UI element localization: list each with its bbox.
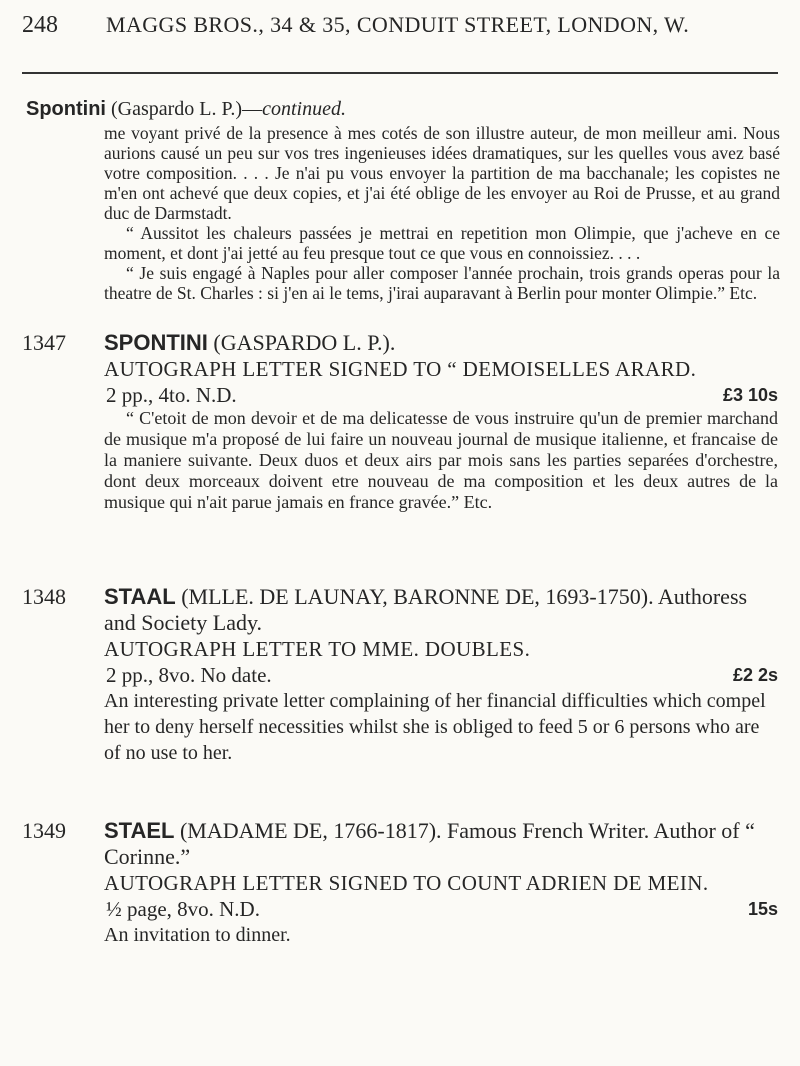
lot-number: 1349	[22, 818, 66, 843]
lot-name: SPONTINI	[104, 330, 208, 355]
lot-detail: (MADAME DE, 1766-1817). Famous French Writer. Author of “ Corinne.”	[104, 818, 755, 869]
header-rule	[22, 72, 778, 74]
lot-description: An invitation to dinner.	[104, 924, 291, 946]
letter-paragraph: me voyant privé de la presence à mes cotés de son illustre auteur, de mon meilleur ami. Nous aurions causé un peu sur vos tres ingenieuses idées dramatiques, sur les quelles vous avez basé votre composition. . . . Je n'ai pu vous envoyer la partition de ma bacchanale; les copistes ne m'en ont achevé que deux copies, et j'ai été oblige de les envoyer au Roi de Prusse, et au grand duc de Darmstadt.	[104, 123, 780, 223]
lot-format: ½ page, 8vo. N.D.	[106, 897, 260, 921]
page-number: 248	[22, 12, 58, 38]
letter-paragraph: “ Je suis engagé à Naples pour aller composer l'année prochain, trois grands operas pour la theatre de St. Charles : si j'en ai le tems, j'irai auparavant à Berlin pour monter Olimpie.” Etc.	[104, 263, 780, 303]
letter-paragraph: “ Aussitot les chaleurs passées je mettrai en repetition mon Olimpie, que j'acheve en ce moment, et dont j'ai jetté au feu presque tout ce que vous en connoissiez. . . .	[104, 223, 780, 263]
continued-name: Spontini	[26, 98, 106, 120]
lot-entry	[22, 330, 778, 513]
lot-detail: (GASPARDO L. P.).	[207, 330, 396, 355]
lot-number: 1347	[22, 330, 66, 355]
lot-name: STAEL	[104, 818, 175, 843]
lot-title: AUTOGRAPH LETTER SIGNED TO COUNT ADRIEN DE MEIN.	[104, 871, 709, 895]
continued-letter	[104, 123, 780, 303]
lot-price: £3 10s	[722, 385, 778, 405]
lot-price: 15s	[747, 899, 778, 919]
lot-format-line	[104, 662, 778, 688]
lot-format-line	[104, 896, 778, 922]
quote-text: “ C'etoit de mon devoir et de ma delicatesse de vous instruire qu'un de premier marchand de musique m'a proposé de lui faire un nouveau journal de musique italienne, et francaise de la maniere suivante. Deux duos et deux airs par mois sans les parties separées d'orchestre, dont deux morceaux doivent etre nouveau de ma composition et les deux autres de la musique qui n'ait parue jamais en france gravée.” Etc.	[104, 408, 778, 512]
lot-body	[104, 330, 778, 513]
lot-detail: (MLLE. DE LAUNAY, BARONNE DE, 1693-1750). Authoress and Society Lady.	[104, 584, 748, 635]
lot-format: 2 pp., 8vo. No date.	[106, 663, 272, 687]
lot-body	[104, 584, 778, 766]
lot-body	[104, 818, 778, 948]
continued-label: continued.	[262, 98, 346, 120]
lot-entry	[22, 584, 778, 766]
lot-heading	[104, 818, 778, 870]
continued-heading	[26, 98, 346, 121]
lot-title: AUTOGRAPH LETTER TO MME. DOUBLES.	[104, 637, 531, 661]
lot-number: 1348	[22, 584, 66, 609]
lot-name: STAAL	[104, 584, 176, 609]
lot-format: 2 pp., 4to. N.D.	[106, 383, 237, 407]
lot-quote	[104, 408, 778, 513]
continued-detail: (Gaspardo L. P.)—	[105, 98, 263, 120]
page-header	[22, 12, 778, 46]
lot-price: £2 2s	[732, 665, 778, 685]
lot-description: An interesting private letter complaining of her financial difficulties which compel her to deny herself necessities whilst she is obliged to feed 5 or 6 persons who are of no use to her.	[104, 690, 766, 764]
lot-entry	[22, 818, 778, 948]
lot-heading	[104, 584, 778, 636]
lot-title: AUTOGRAPH LETTER SIGNED TO “ DEMOISELLES ARARD.	[104, 357, 697, 381]
lot-format-line	[104, 382, 778, 408]
running-title: MAGGS BROS., 34 & 35, CONDUIT STREET, LONDON, W.	[106, 12, 690, 37]
lot-heading	[104, 330, 778, 356]
